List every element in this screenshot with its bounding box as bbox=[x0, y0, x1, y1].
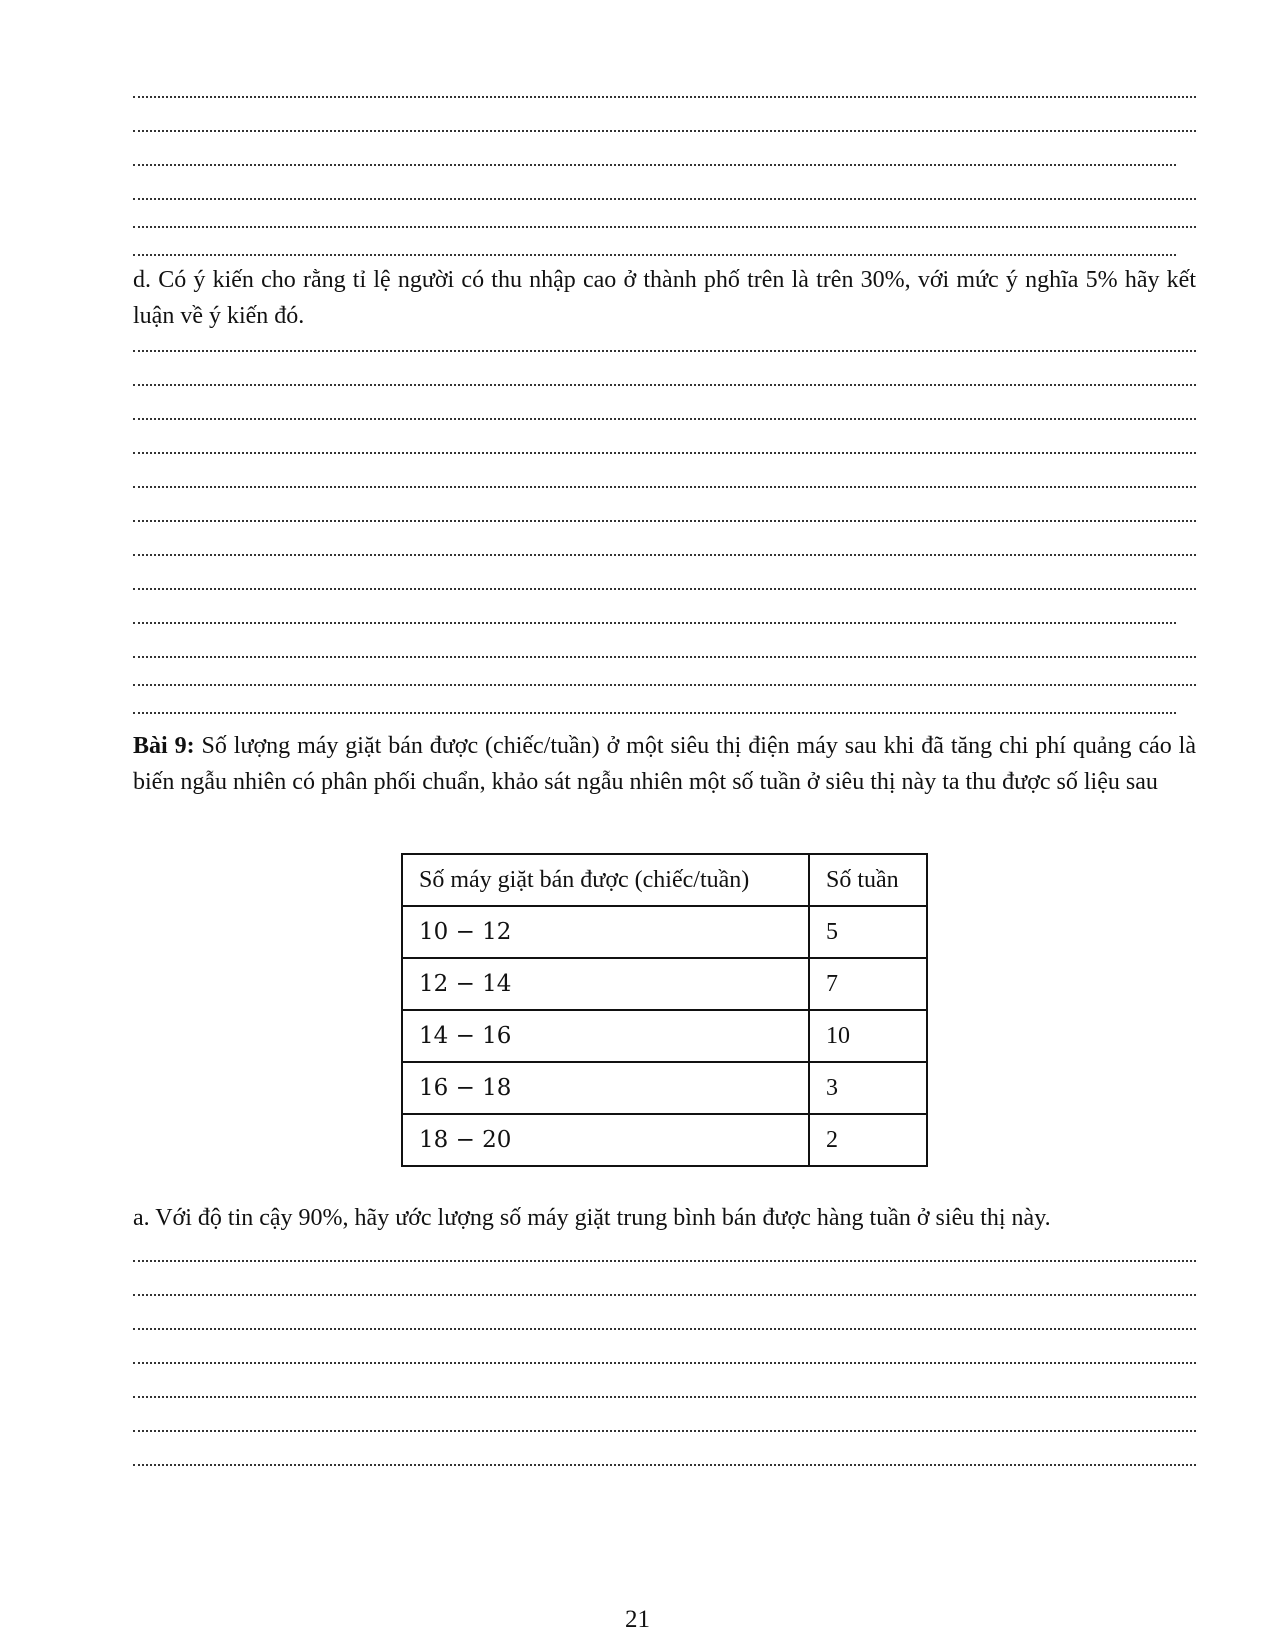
cell-range: 10 − 12 bbox=[402, 906, 809, 958]
cell-range: 12 − 14 bbox=[402, 958, 809, 1010]
bai9-label: Bài 9: bbox=[133, 733, 195, 759]
bai9-text: Số lượng máy giặt bán được (chiếc/tuần) ở một siêu thị điện máy sau khi đã tăng chi phí quảng cáo là biến ngẫu nhiên có phân phối chuẩn, khảo sát ngẫu nhiên một số tuần ở siêu thị này ta thu được số liệu sau bbox=[133, 733, 1197, 795]
answer-line bbox=[133, 1448, 1196, 1466]
answer-line bbox=[133, 572, 1196, 590]
page-number: 21 bbox=[625, 1606, 650, 1633]
answer-line bbox=[133, 436, 1196, 454]
answer-line bbox=[133, 80, 1196, 98]
answer-line bbox=[133, 668, 1196, 686]
cell-weeks: 7 bbox=[809, 958, 927, 1010]
answer-line bbox=[133, 1346, 1196, 1364]
answer-line bbox=[133, 1380, 1196, 1398]
table-row bbox=[402, 906, 927, 958]
header-range: Số máy giặt bán được (chiếc/tuần) bbox=[402, 854, 809, 906]
table-row bbox=[402, 1114, 927, 1166]
table-row bbox=[402, 1062, 927, 1114]
answer-line bbox=[133, 1278, 1196, 1296]
cell-weeks: 3 bbox=[809, 1062, 927, 1114]
answer-line bbox=[133, 402, 1196, 420]
table-header-row bbox=[402, 854, 927, 906]
table-row bbox=[402, 958, 927, 1010]
answer-line bbox=[133, 238, 1176, 256]
answer-line bbox=[133, 182, 1196, 200]
answer-line bbox=[133, 696, 1176, 714]
answer-line bbox=[133, 1312, 1196, 1330]
sales-table bbox=[401, 853, 928, 1167]
bai9-problem bbox=[133, 728, 1196, 800]
answer-line bbox=[133, 640, 1196, 658]
answer-line bbox=[133, 210, 1196, 228]
answer-line bbox=[133, 538, 1196, 556]
cell-range: 14 − 16 bbox=[402, 1010, 809, 1062]
table-row bbox=[402, 1010, 927, 1062]
answer-line bbox=[133, 148, 1176, 166]
cell-weeks: 2 bbox=[809, 1114, 927, 1166]
cell-range: 16 − 18 bbox=[402, 1062, 809, 1114]
part-a-question: a. Với độ tin cậy 90%, hãy ước lượng số máy giặt trung bình bán được hàng tuần ở siêu thị này. bbox=[133, 1205, 1051, 1231]
answer-line bbox=[133, 368, 1196, 386]
header-weeks: Số tuần bbox=[809, 854, 927, 906]
cell-range: 18 − 20 bbox=[402, 1114, 809, 1166]
part-d-question: d. Có ý kiến cho rằng tỉ lệ người có thu nhập cao ở thành phố trên là trên 30%, với mức ý nghĩa 5% hãy kết luận về ý kiến đó. bbox=[133, 267, 1196, 329]
answer-line bbox=[133, 504, 1196, 522]
cell-weeks: 5 bbox=[809, 906, 927, 958]
answer-line bbox=[133, 114, 1196, 132]
answer-line bbox=[133, 606, 1176, 624]
answer-line bbox=[133, 470, 1196, 488]
cell-weeks: 10 bbox=[809, 1010, 927, 1062]
answer-line bbox=[133, 1414, 1196, 1432]
answer-line bbox=[133, 1244, 1196, 1262]
answer-line bbox=[133, 334, 1196, 352]
